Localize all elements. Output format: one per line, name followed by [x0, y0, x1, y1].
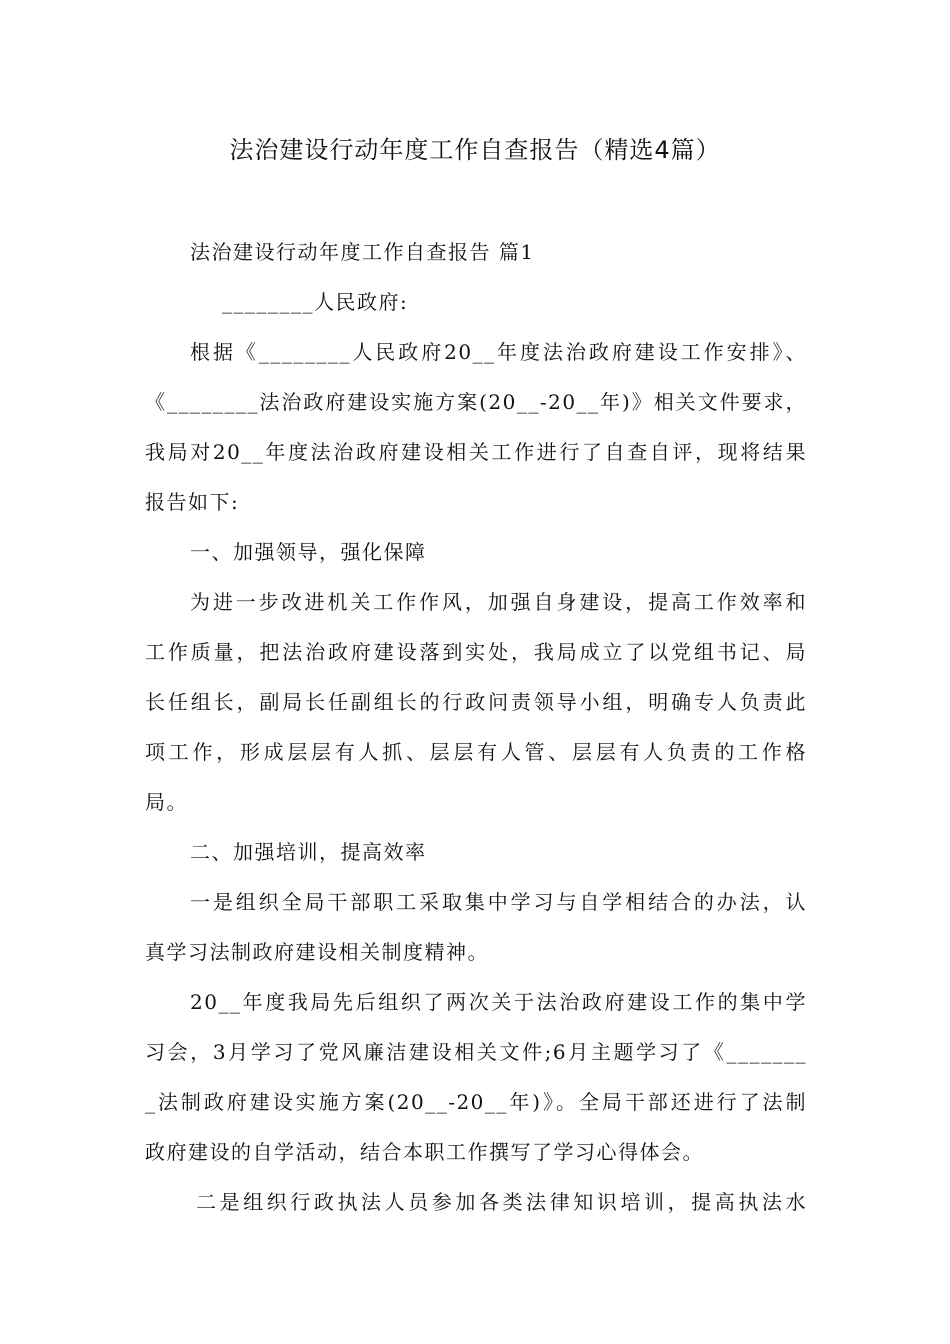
paragraph-line: 根据《________人民政府20__年度法治政府建设工作安排》、	[190, 340, 807, 364]
paragraph-line: 长任组长，副局长任副组长的行政问责领导小组，明确专人负责此	[145, 690, 807, 714]
paragraph-line: _法制政府建设实施方案(20__-20__年)》。全局干部还进行了法制	[145, 1090, 807, 1114]
section-heading-article-1: 法治建设行动年度工作自查报告 篇1	[190, 240, 535, 264]
paragraph-line: 真学习法制政府建设相关制度精神。	[145, 940, 489, 964]
section-heading-2: 二、加强培训，提高效率	[190, 840, 427, 864]
paragraph-line: 我局对20__年度法治政府建设相关工作进行了自查自评，现将结果	[145, 440, 807, 464]
paragraph-line: 《________法治政府建设实施方案(20__-20__年)》相关文件要求，	[145, 390, 807, 414]
paragraph-line: 局。	[145, 790, 188, 814]
paragraph-line: 20__年度我局先后组织了两次关于法治政府建设工作的集中学	[190, 990, 807, 1014]
paragraph-line: 一是组织全局干部职工采取集中学习与自学相结合的办法，认	[190, 890, 807, 914]
paragraph-line: 报告如下:	[145, 490, 240, 514]
paragraph-line: 习会，3月学习了党风廉洁建设相关文件;6月主题学习了《_______	[145, 1040, 807, 1064]
document-title: 法治建设行动年度工作自查报告（精选4篇）	[229, 136, 721, 164]
paragraph-line: 工作质量，把法治政府建设落到实处，我局成立了以党组书记、局	[145, 640, 807, 664]
paragraph-line: 项工作，形成层层有人抓、层层有人管、层层有人负责的工作格	[145, 740, 807, 764]
paragraph-line: 为进一步改进机关工作作风，加强自身建设，提高工作效率和	[190, 590, 807, 614]
paragraph-line: 二是组织行政执法人员参加各类法律知识培训，提高执法水	[196, 1190, 807, 1214]
addressee-line: ________人民政府:	[222, 290, 409, 314]
section-heading-1: 一、加强领导，强化保障	[190, 540, 427, 564]
paragraph-line: 政府建设的自学活动，结合本职工作撰写了学习心得体会。	[145, 1140, 704, 1164]
